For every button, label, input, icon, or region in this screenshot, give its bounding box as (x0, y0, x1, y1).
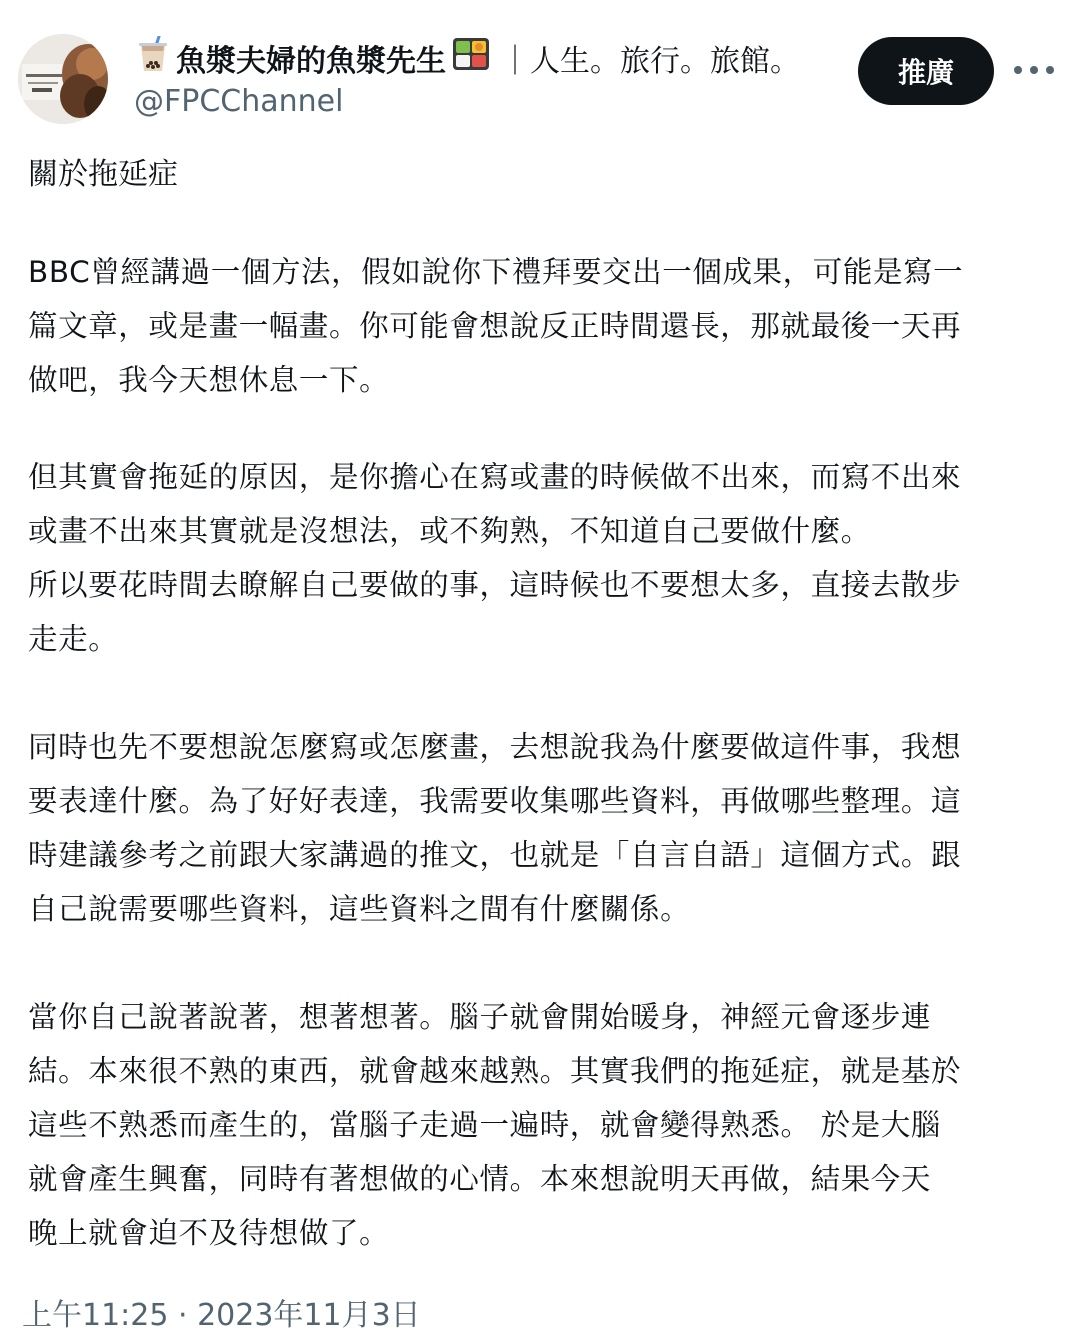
tweet-paragraph (28, 450, 1058, 666)
text-line: 走走。 (28, 622, 119, 656)
bubble-tea-emoji (136, 36, 170, 80)
text-line: 時建議參考之前跟大家講過的推文，也就是「自言自語」這個方式。跟 (28, 838, 962, 872)
text-line: 但其實會拖延的原因，是你擔心在寫或畫的時候做不出來，而寫不出來 (28, 460, 962, 494)
tweet-paragraph (28, 245, 1058, 407)
bento-box-emoji (452, 37, 490, 79)
author-name-line[interactable] (136, 36, 856, 80)
avatar-photo (18, 34, 108, 124)
text-line: 或畫不出來其實就是沒想法，或不夠熟，不知道自己要做什麼。 (28, 514, 871, 548)
tweet-paragraph (28, 720, 1058, 936)
display-name: 魚漿夫婦的魚漿先生 (176, 44, 446, 79)
text-line: 就會產生興奮，同時有著想做的心情。本來想說明天再做，結果今天 (28, 1162, 932, 1196)
text-line: 結。本來很不熟的東西，就會越來越熟。其實我們的拖延症，就是基於 (28, 1054, 962, 1088)
text-line: BBC曾經講過一個方法，假如說你下禮拜要交出一個成果，可能是寫一 (28, 255, 964, 289)
text-line: 篇文章，或是畫一幅畫。你可能會想說反正時間還長，那就最後一天再 (28, 309, 962, 343)
more-dot (1030, 66, 1038, 74)
text-line: 自己說需要哪些資料，這些資料之間有什麼關係。 (28, 892, 691, 926)
tweet-title: 關於拖延症 (28, 157, 178, 192)
text-line: 晚上就會迫不及待想做了。 (28, 1216, 390, 1250)
text-line: 做吧，我今天想休息一下。 (28, 363, 390, 397)
display-name-suffix: ｜人生。旅行。旅館。 (500, 44, 800, 79)
text-line: 當你自己說著說著，想著想著。腦子就會開始暖身，神經元會逐步連 (28, 1000, 932, 1034)
text-line: 這些不熟悉而產生的，當腦子走過一遍時，就會變得熟悉。 於是大腦 (28, 1108, 941, 1142)
text-line: 所以要花時間去瞭解自己要做的事，這時候也不要想太多，直接去散步 (28, 568, 962, 602)
tweet-paragraph (28, 990, 1058, 1260)
promote-button[interactable]: 推廣 (858, 37, 994, 105)
avatar[interactable] (18, 34, 108, 124)
tweet-text (28, 148, 1058, 1303)
more-dot (1046, 66, 1054, 74)
more-dot (1014, 66, 1022, 74)
text-line: 同時也先不要想說怎麼寫或怎麼畫，去想說我為什麼要做這件事，我想 (28, 730, 962, 764)
author-handle[interactable]: @FPCChannel (134, 84, 344, 119)
more-horizontal-icon[interactable] (1014, 58, 1054, 82)
tweet-timestamp[interactable]: 上午11:25 · 2023年11月3日 (22, 1298, 421, 1333)
text-line: 要表達什麼。為了好好表達，我需要收集哪些資料，再做哪些整理。這 (28, 784, 962, 818)
tweet-header (0, 0, 1080, 140)
